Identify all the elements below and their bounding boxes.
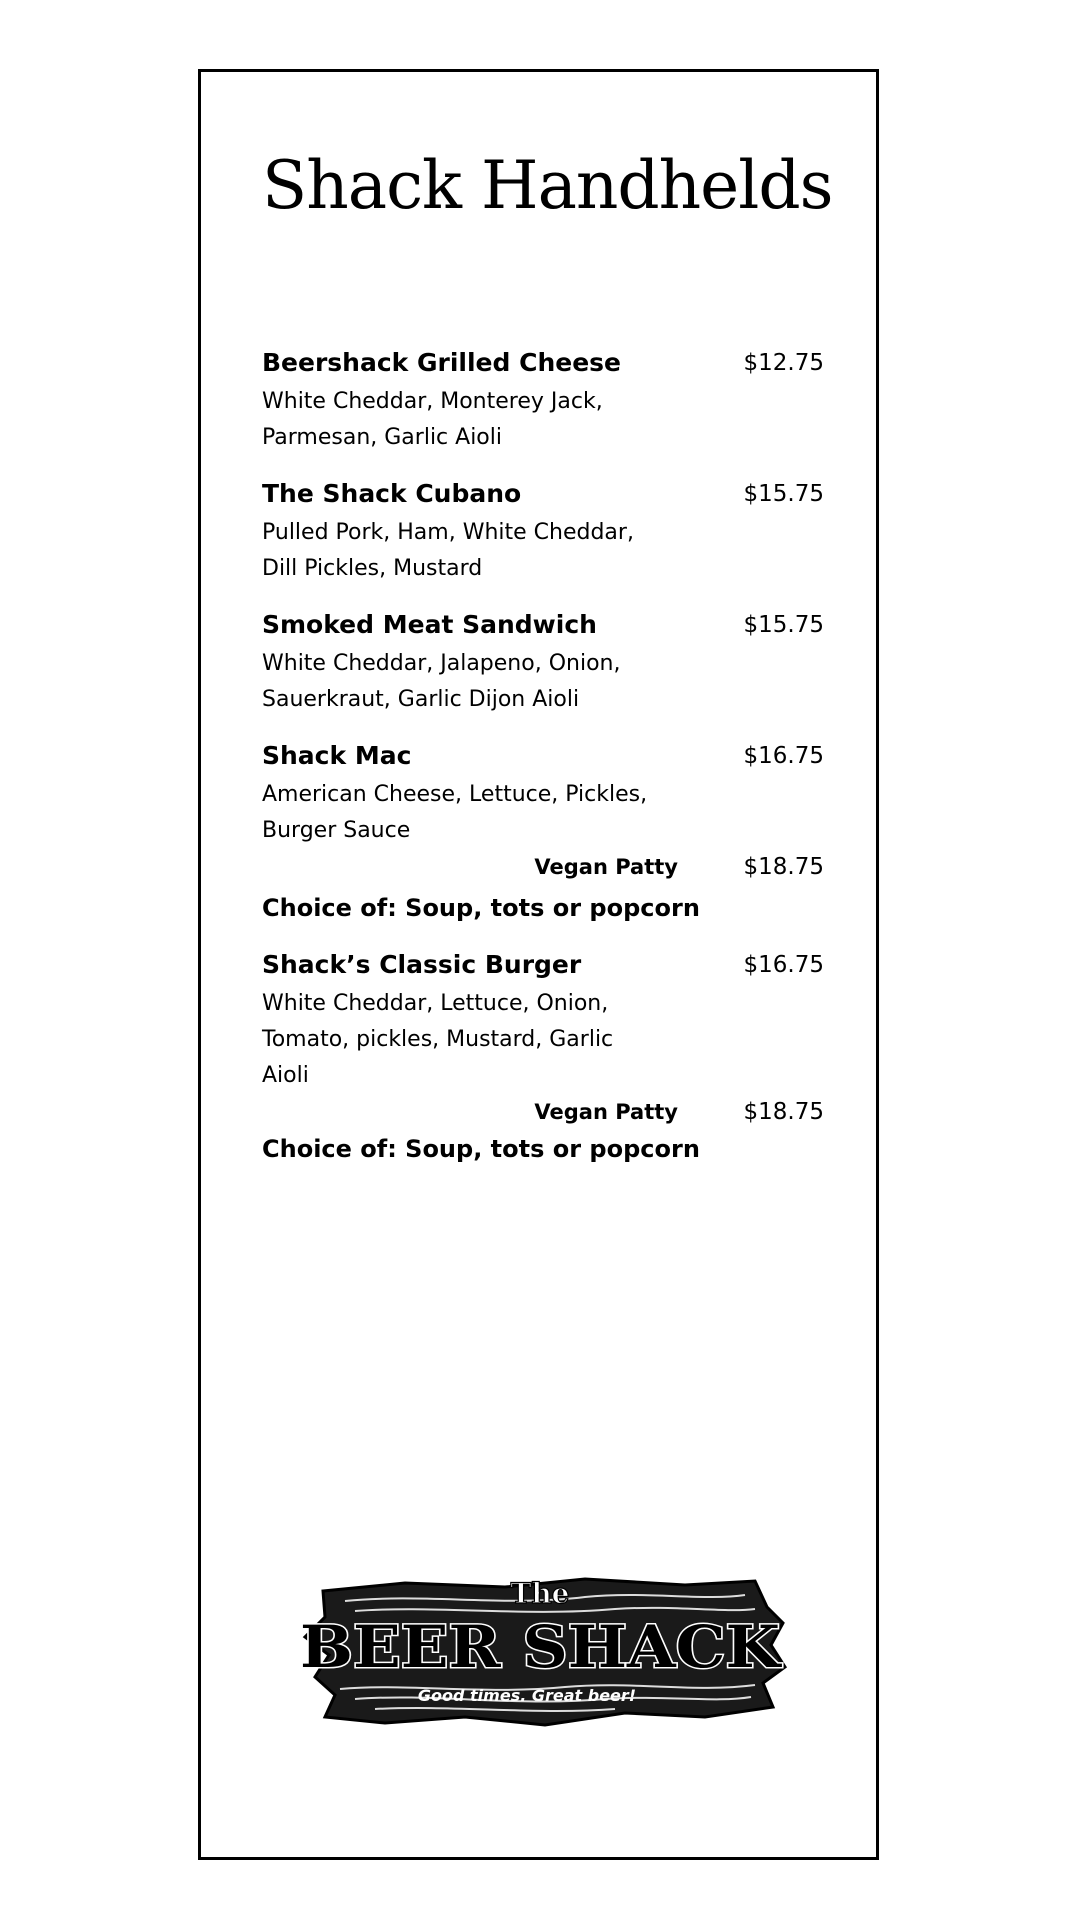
item-price: $15.75 <box>743 481 824 507</box>
item-header <box>262 604 828 646</box>
item-description <box>262 777 682 849</box>
option-price: $18.75 <box>743 1099 824 1125</box>
item-option <box>262 1094 828 1130</box>
item-description-line: White Cheddar, Jalapeno, Onion, <box>262 651 621 676</box>
item-price: $16.75 <box>743 743 824 769</box>
item-option <box>262 849 828 885</box>
item-header <box>262 735 828 777</box>
item-description <box>262 646 682 718</box>
item-description-line: Aioli <box>262 1063 309 1088</box>
item-header <box>262 944 828 986</box>
item-description-line: Tomato, pickles, Mustard, Garlic <box>262 1027 614 1052</box>
menu-item <box>262 944 828 1168</box>
option-price: $18.75 <box>743 854 824 880</box>
menu-items <box>262 342 828 1168</box>
item-description-line: White Cheddar, Lettuce, Onion, <box>262 991 609 1016</box>
item-description <box>262 515 682 587</box>
menu-item <box>262 342 828 456</box>
item-description-line: Sauerkraut, Garlic Dijon Aioli <box>262 687 580 712</box>
item-description <box>262 986 682 1094</box>
item-description <box>262 384 682 456</box>
item-description-line: Parmesan, Garlic Aioli <box>262 425 502 450</box>
item-name: The Shack Cubano <box>262 479 522 508</box>
item-description-line: Burger Sauce <box>262 818 411 843</box>
item-header <box>262 473 828 515</box>
item-name: Shack Mac <box>262 741 412 770</box>
item-name: Smoked Meat Sandwich <box>262 610 597 639</box>
side-choice: Choice of: Soup, tots or popcorn <box>262 1135 700 1163</box>
logo-main-text: BEER SHACK <box>300 1613 783 1681</box>
item-price: $16.75 <box>743 952 824 978</box>
item-description-line: Pulled Pork, Ham, White Cheddar, <box>262 520 634 545</box>
menu-title: Shack Handhelds <box>262 147 833 224</box>
beer-shack-logo <box>285 1567 795 1737</box>
menu-item <box>262 735 828 927</box>
item-price: $12.75 <box>743 350 824 376</box>
item-price: $15.75 <box>743 612 824 638</box>
logo-tagline: Good times. Great beer! <box>417 1686 637 1705</box>
item-name: Shack’s Classic Burger <box>262 950 582 979</box>
item-description-line: Dill Pickles, Mustard <box>262 556 483 581</box>
menu-item <box>262 473 828 587</box>
item-header <box>262 342 828 384</box>
side-choice: Choice of: Soup, tots or popcorn <box>262 894 700 922</box>
option-label: Vegan Patty <box>534 1100 678 1124</box>
item-description-line: American Cheese, Lettuce, Pickles, <box>262 782 648 807</box>
option-label: Vegan Patty <box>534 855 678 879</box>
logo-top-text: The <box>510 1577 570 1610</box>
menu-item <box>262 604 828 718</box>
item-name: Beershack Grilled Cheese <box>262 348 621 377</box>
item-description-line: White Cheddar, Monterey Jack, <box>262 389 603 414</box>
